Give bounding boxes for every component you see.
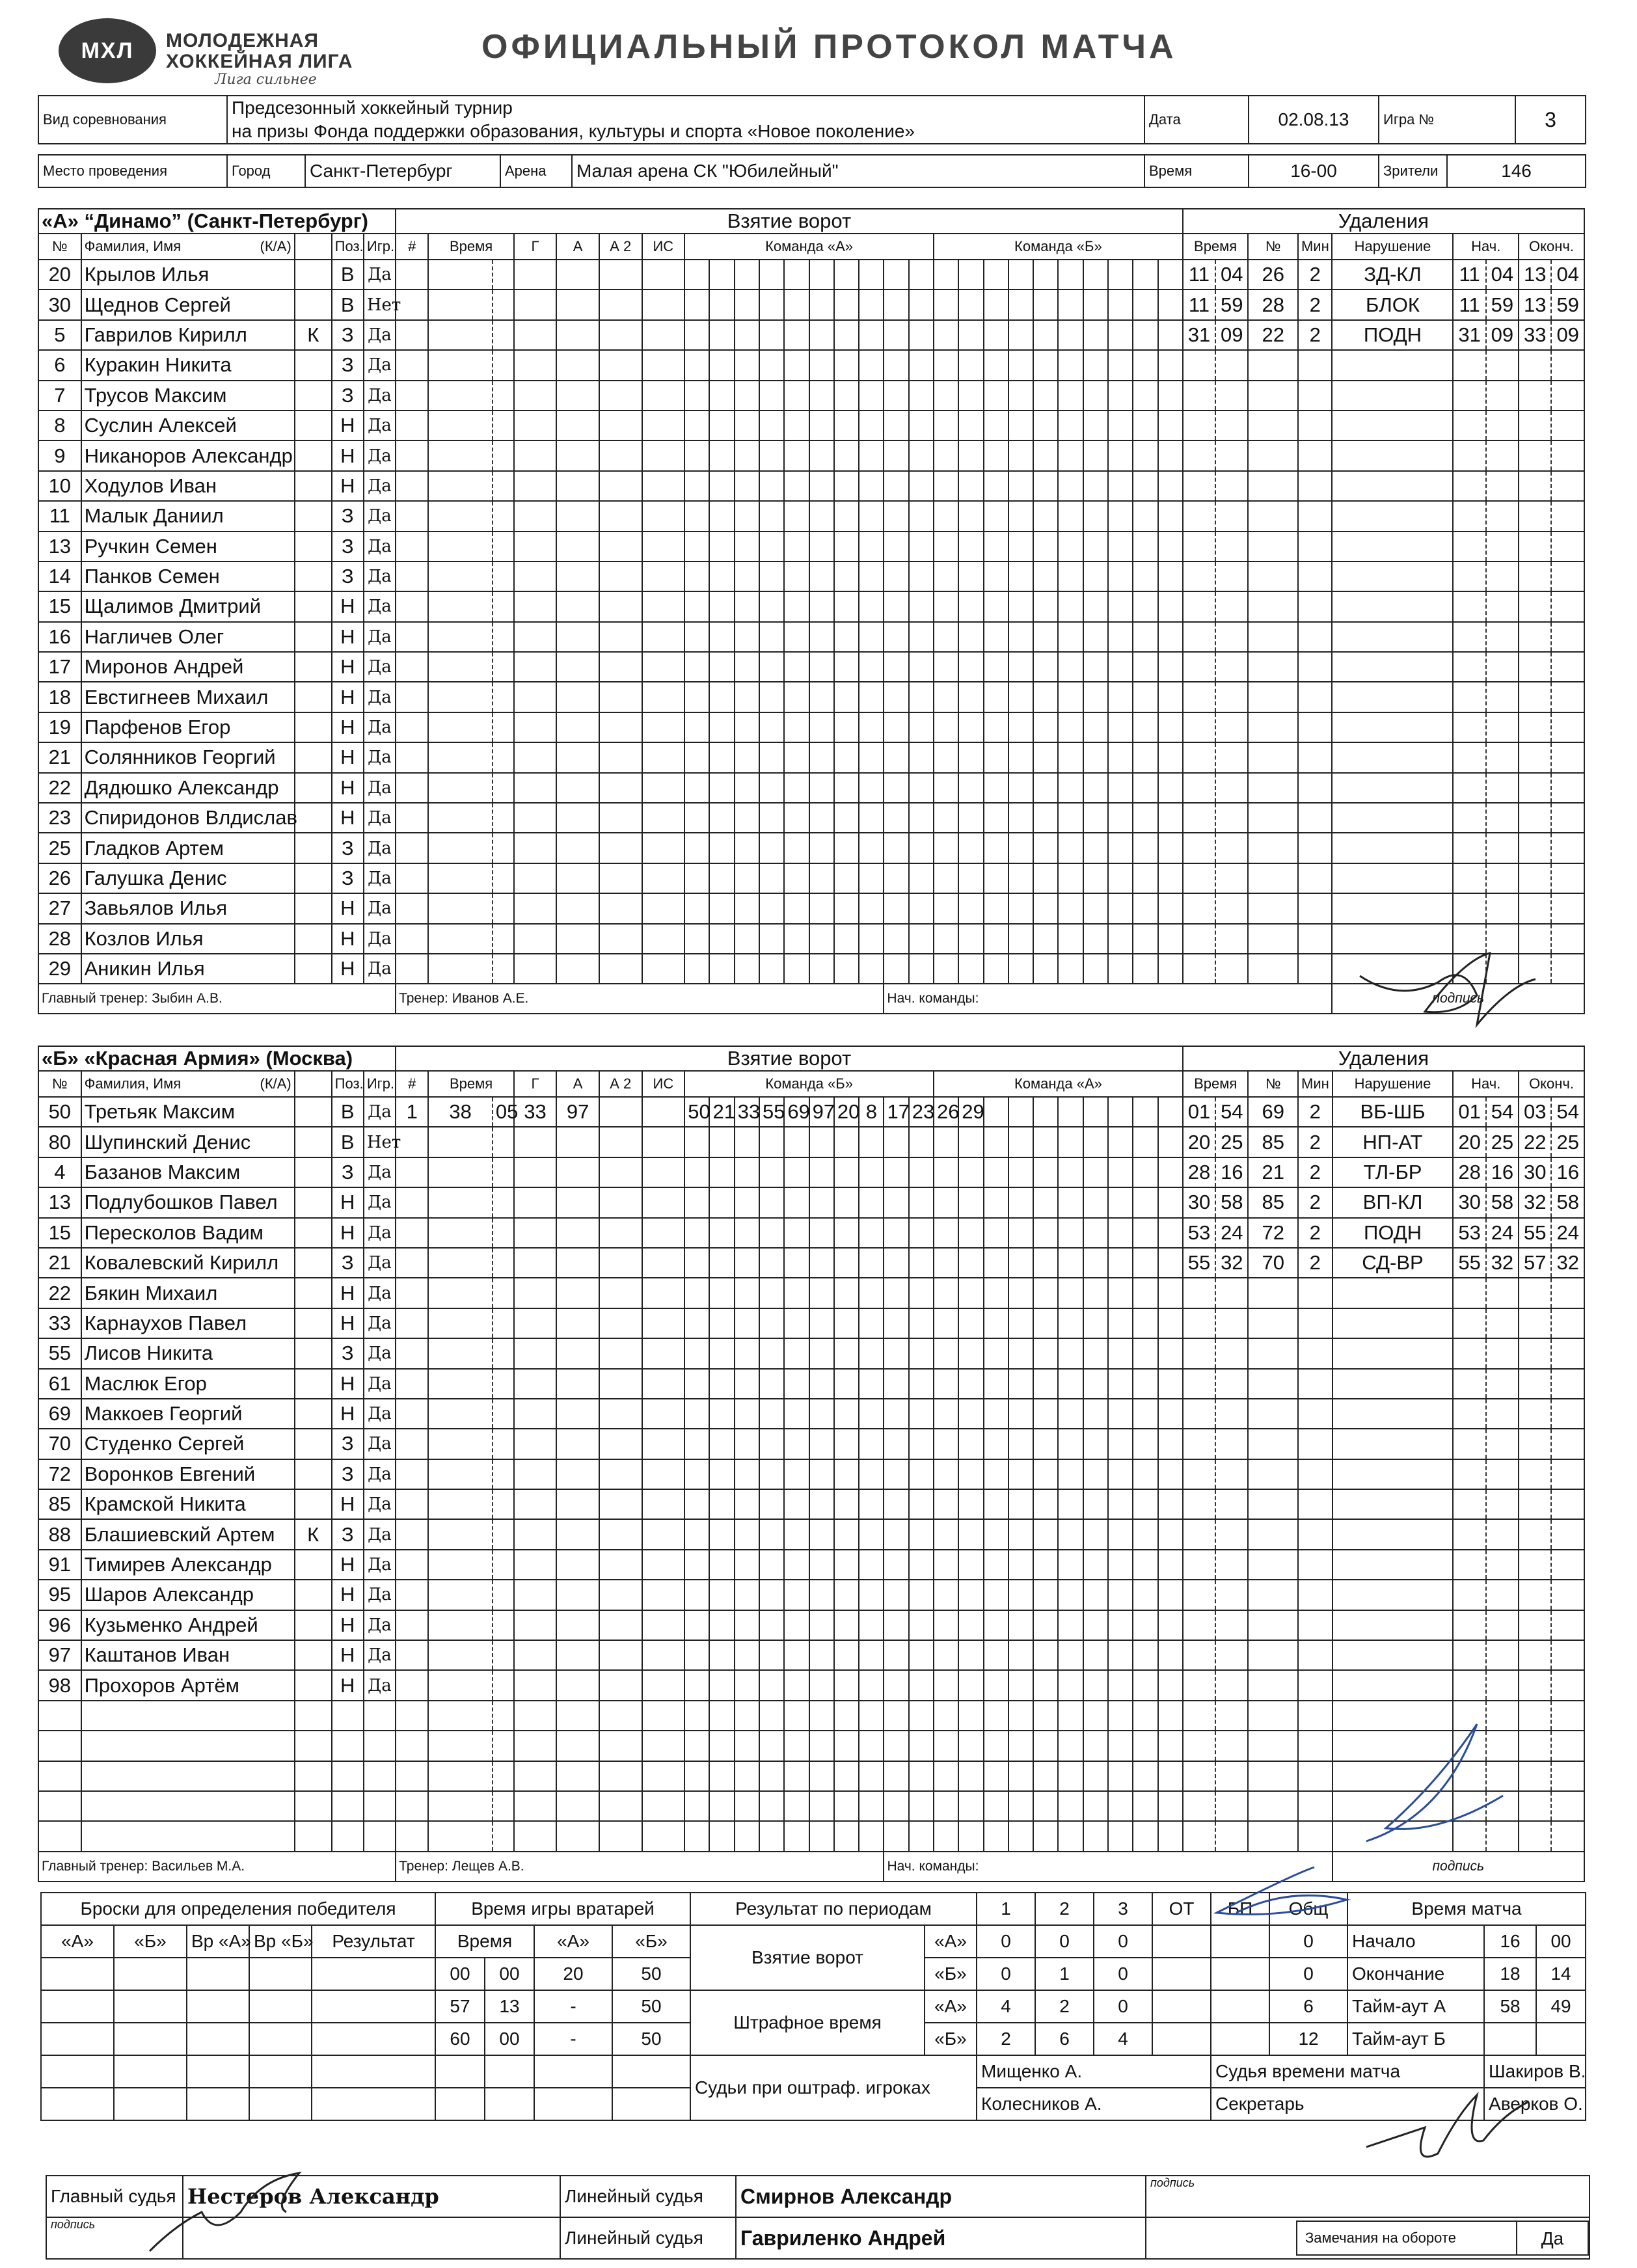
timeout-a-sec: 49 — [1536, 1990, 1586, 2023]
col-assist-1: А — [556, 234, 599, 260]
timeout-a-min: 58 — [1484, 1990, 1536, 2023]
col-goal-time: Время — [428, 234, 513, 260]
period-result-title: Результат по периодам — [690, 1893, 977, 1925]
competition-value: Предсезонный хоккейный турнир на призы Фонда поддержки образования, культуры и спорта «Новое поколение» — [227, 96, 1144, 144]
game-value: 3 — [1515, 96, 1586, 144]
goalie-b: 50 — [612, 1958, 690, 1990]
player-row: 27 Завьялов Илья Н Да — [38, 893, 1584, 923]
col-goal-time: Время — [428, 1071, 513, 1097]
timeout-a-label: Тайм-аут А — [1347, 1990, 1484, 2023]
goalie-col-b: «Б» — [612, 1925, 690, 1958]
player-row: 11 Малык Даниил З Да — [38, 501, 1584, 531]
coach: Тренер: Лещев А.В. — [396, 1852, 884, 1882]
end-hour: 18 — [1484, 1958, 1536, 1990]
remarks-label: Замечания на обороте — [1305, 2230, 1456, 2246]
arena-value: Малая арена СК "Юбилейный" — [572, 155, 1144, 187]
player-row: 13 Подлубошков Павел Н Да 30 58 85 2 ВП-КЛ 30 58 32 58 — [38, 1187, 1584, 1217]
col-penalty-time: Время — [1183, 234, 1249, 260]
col-situation: ИС — [642, 234, 685, 260]
col-goal-number: # — [396, 1071, 428, 1097]
start-hour: 16 — [1484, 1925, 1536, 1958]
goalie-time-sec: 00 — [485, 1958, 534, 1990]
start-label: Начало — [1347, 1925, 1484, 1958]
penalties-section-header: Удаления — [1183, 1046, 1584, 1071]
goals-section-header: Взятие ворот — [396, 209, 1183, 234]
head-coach: Главный тренер: Зыбин А.В. — [38, 984, 396, 1014]
col-penalty-end: Оконч. — [1519, 1071, 1584, 1097]
col-position: Поз. — [332, 1071, 364, 1097]
player-row: 69 Маккоев Георгий Н Да — [38, 1399, 1584, 1429]
player-row: 30 Щеднов Сергей В Нет 11 59 28 2 БЛОК 11 59 13 59 — [38, 290, 1584, 319]
goalie-time-sec: 00 — [485, 2023, 534, 2055]
league-name-2: ХОККЕЙНАЯ ЛИГА — [166, 51, 353, 72]
player-row: 23 Спиридонов Влдислав Н Да — [38, 803, 1584, 833]
row-team-b: «Б» — [925, 1958, 977, 1990]
signature-label: подпись — [1333, 1852, 1584, 1882]
spectators-label: Зрители — [1379, 155, 1447, 187]
goalie-a: 20 — [534, 1958, 612, 1990]
date-label: Дата — [1144, 96, 1249, 144]
team-chief: Нач. команды: — [884, 984, 1332, 1014]
player-row: 16 Нагличев Олег Н Да — [38, 622, 1584, 652]
time-label: Время — [1144, 155, 1249, 187]
goalie-b: 50 — [612, 1990, 690, 2023]
player-row: 8 Суслин Алексей Н Да — [38, 411, 1584, 440]
player-row: 18 Евстигнеев Михаил Н Да — [38, 682, 1584, 712]
player-row: 29 Аникин Илья Н Да — [38, 954, 1584, 984]
player-row: 21 Ковалевский Кирилл З Да 55 32 70 2 СД-ВР 55 32 57 32 — [38, 1248, 1584, 1278]
shootout-header: БП — [1211, 1893, 1269, 1925]
penalties-section-header: Удаления — [1183, 209, 1584, 234]
goalie-a: - — [534, 2023, 612, 2055]
shootout-col-gk-a: Вр «А» — [187, 1925, 249, 1958]
period-2-header: 2 — [1035, 1893, 1094, 1925]
goals-a-p3: 0 — [1094, 1925, 1152, 1958]
signature-label: подпись — [1146, 2176, 1590, 2217]
player-row: 4 Базанов Максим З Да 28 16 21 2 ТЛ-БР 28 16 30 16 — [38, 1157, 1584, 1187]
start-minute: 00 — [1536, 1925, 1586, 1958]
team-chief: Нач. команды: — [884, 1852, 1332, 1882]
goalie-time-min: 00 — [435, 1958, 485, 1990]
player-row: 22 Дядюшко Александр Н Да — [38, 773, 1584, 803]
signature-label: подпись — [46, 2217, 183, 2259]
goals-a-p2: 0 — [1035, 1925, 1094, 1958]
goals-b-p3: 0 — [1094, 1958, 1152, 1990]
signature-label: подпись — [1332, 984, 1584, 1014]
player-row: 55 Лисов Никита З Да — [38, 1338, 1584, 1368]
document-title: ОФИЦИАЛЬНЫЙ ПРОТОКОЛ МАТЧА — [481, 28, 1177, 66]
player-row: 6 Куракин Никита З Да — [38, 350, 1584, 380]
player-row: 15 Щалимов Дмитрий Н Да — [38, 591, 1584, 621]
player-row: 28 Козлов Илья Н Да — [38, 924, 1584, 954]
player-row: 10 Ходулов Иван Н Да — [38, 471, 1584, 501]
col-scorer: Г — [514, 1071, 557, 1097]
timekeeper-label: Судья времени матча — [1211, 2055, 1484, 2088]
player-row: 22 Бякин Михаил Н Да — [38, 1278, 1584, 1308]
player-row: 14 Панков Семен З Да — [38, 561, 1584, 591]
col-infraction: Нарушение — [1332, 234, 1453, 260]
goalie-time-min: 60 — [435, 2023, 485, 2055]
col-penalty-start: Нач. — [1453, 234, 1519, 260]
period-3-header: 3 — [1094, 1893, 1152, 1925]
league-slogan: Лига сильнее — [215, 72, 317, 88]
row-team-b: «Б» — [925, 2023, 977, 2055]
player-row: 26 Галушка Денис З Да — [38, 863, 1584, 893]
date-value: 02.08.13 — [1249, 96, 1379, 144]
match-time-title: Время матча — [1347, 1893, 1586, 1925]
player-row: 70 Студенко Сергей З Да — [38, 1429, 1584, 1459]
time-value: 16-00 — [1249, 155, 1379, 187]
timekeeper-name: Шакиров В. — [1484, 2055, 1586, 2088]
col-name: Фамилия, Имя (К/А) — [81, 234, 295, 260]
timeout-b-label: Тайм-аут Б — [1347, 2023, 1484, 2055]
penalty-row-label: Штрафное время — [690, 1990, 925, 2055]
col-penalty-number: № — [1248, 1071, 1298, 1097]
col-penalty-time: Время — [1183, 1071, 1249, 1097]
coach: Тренер: Иванов А.Е. — [396, 984, 884, 1014]
goals-b-p1: 0 — [977, 1958, 1035, 1990]
player-row: 15 Пересколов Вадим Н Да 53 24 72 2 ПОДН 53 24 55 24 — [38, 1218, 1584, 1248]
col-penalty-minutes: Мин — [1298, 1071, 1333, 1097]
shootout-col-a: «А» — [41, 1925, 114, 1958]
total-header: Общ — [1269, 1893, 1347, 1925]
pim-b-total: 12 — [1269, 2023, 1347, 2055]
player-row: 9 Никаноров Александр Н Да — [38, 440, 1584, 470]
col-team-on-ice-1: Команда «А» — [684, 234, 934, 260]
goals-row-label: Взятие ворот — [690, 1925, 925, 1990]
shootout-col-b: «Б» — [114, 1925, 187, 1958]
end-minute: 14 — [1536, 1958, 1586, 1990]
goalie-time-title: Время игры вратарей — [435, 1893, 690, 1925]
shootout-col-result: Результат — [312, 1925, 435, 1958]
shootout-title: Броски для определения победителя — [41, 1893, 435, 1925]
col-penalty-end: Оконч. — [1519, 234, 1584, 260]
team-title: «Б» «Красная Армия» (Москва) — [38, 1046, 396, 1071]
player-row: 96 Кузьменко Андрей Н Да — [38, 1610, 1584, 1640]
secretary-label: Секретарь — [1211, 2088, 1484, 2120]
goalie-time-min: 57 — [435, 1990, 485, 2023]
city-label: Город — [227, 155, 305, 187]
league-name-1: МОЛОДЕЖНАЯ — [166, 30, 319, 51]
shootout-col-gk-b: Вр «Б» — [249, 1925, 312, 1958]
col-team-on-ice-2: Команда «Б» — [934, 234, 1183, 260]
competition-label: Вид соревнования — [38, 96, 227, 144]
player-row: 95 Шаров Александр Н Да — [38, 1580, 1584, 1610]
player-row: 17 Миронов Андрей Н Да — [38, 652, 1584, 682]
penalty-judge-2: Колесников А. — [977, 2088, 1211, 2120]
player-row: 20 Крылов Илья В Да 11 04 26 2 ЗД-КЛ 11 04 13 04 — [38, 260, 1584, 290]
pim-a-p2: 2 — [1035, 1990, 1094, 2023]
game-label: Игра № — [1379, 96, 1515, 144]
linesman-2-name: Гавриленко Андрей — [736, 2217, 1146, 2259]
goalie-a: - — [534, 1990, 612, 2023]
penalty-judge-1: Мищенко А. — [977, 2055, 1211, 2088]
player-row: 72 Воронков Евгений З Да — [38, 1459, 1584, 1489]
row-team-a: «А» — [925, 1990, 977, 2023]
goalie-time-sec: 13 — [485, 1990, 534, 2023]
player-row: 85 Крамской Никита Н Да — [38, 1489, 1584, 1519]
player-row: 25 Гладков Артем З Да — [38, 833, 1584, 863]
col-team-on-ice-2: Команда «А» — [934, 1071, 1183, 1097]
pim-b-p2: 6 — [1035, 2023, 1094, 2055]
player-row: 97 Каштанов Иван Н Да — [38, 1640, 1584, 1670]
col-played: Игр. — [364, 234, 396, 260]
head-coach: Главный тренер: Васильев М.А. — [38, 1852, 396, 1882]
col-name: Фамилия, Имя (К/А) — [81, 1071, 295, 1097]
pim-a-p3: 0 — [1094, 1990, 1152, 2023]
col-assist-2: А 2 — [599, 1071, 642, 1097]
player-row: 98 Прохоров Артём Н Да — [38, 1670, 1584, 1700]
col-goal-number: # — [396, 234, 428, 260]
col-penalty-number: № — [1248, 234, 1298, 260]
goals-b-total: 0 — [1269, 1958, 1347, 1990]
player-row: 5 Гаврилов Кирилл К З Да 31 09 22 2 ПОДН 31 09 33 09 — [38, 320, 1584, 350]
player-row: 50 Третьяк Максим В Да 1 38 05 33 97 50 21 33 55 69 97 20 8 17 23 26 29 01 54 69 2 ВБ-ШБ 01 54 03 54 — [38, 1097, 1584, 1127]
col-number: № — [38, 234, 81, 260]
linesman-1-name: Смирнов Александр — [736, 2176, 1146, 2217]
player-row: 91 Тимирев Александр Н Да — [38, 1550, 1584, 1580]
col-position: Поз. — [332, 234, 364, 260]
linesman-2-label: Линейный судья — [560, 2217, 736, 2259]
player-row: 21 Солянников Георгий Н Да — [38, 742, 1584, 772]
remarks-value: Да — [1516, 2222, 1588, 2254]
pim-a-total: 6 — [1269, 1990, 1347, 2023]
goals-b-p2: 1 — [1035, 1958, 1094, 1990]
player-row: 88 Блашиевский Артем К З Да — [38, 1519, 1584, 1549]
end-label: Окончание — [1347, 1958, 1484, 1990]
col-number: № — [38, 1071, 81, 1097]
mhl-emblem-icon: МХЛ — [59, 18, 156, 83]
goals-a-total: 0 — [1269, 1925, 1347, 1958]
goalie-col-a: «А» — [534, 1925, 612, 1958]
secretary-name: Аверков О. — [1484, 2088, 1586, 2120]
period-1-header: 1 — [977, 1893, 1035, 1925]
col-assist-2: А 2 — [599, 234, 642, 260]
player-row: 19 Парфенов Егор Н Да — [38, 712, 1584, 742]
linesman-1-label: Линейный судья — [560, 2176, 736, 2217]
city-value: Санкт-Петербург — [305, 155, 500, 187]
main-referee-label: Главный судья — [46, 2176, 183, 2217]
spectators-value: 146 — [1447, 155, 1586, 187]
col-penalty-start: Нач. — [1453, 1071, 1519, 1097]
goalie-b: 50 — [612, 2023, 690, 2055]
col-scorer: Г — [514, 234, 557, 260]
goals-a-p1: 0 — [977, 1925, 1035, 1958]
row-team-a: «А» — [925, 1925, 977, 1958]
goals-section-header: Взятие ворот — [396, 1046, 1183, 1071]
arena-label: Арена — [500, 155, 572, 187]
team-title: «А» “Динамо” (Санкт-Петербург) — [38, 209, 396, 234]
col-team-on-ice-1: Команда «Б» — [684, 1071, 934, 1097]
col-infraction: Нарушение — [1333, 1071, 1454, 1097]
pim-a-p1: 4 — [977, 1990, 1035, 2023]
penalty-judges-label: Судьи при оштраф. игроках — [690, 2055, 977, 2120]
goalie-col-time: Время — [435, 1925, 534, 1958]
overtime-header: ОТ — [1152, 1893, 1211, 1925]
player-row: 13 Ручкин Семен З Да — [38, 532, 1584, 561]
col-assist-1: А — [556, 1071, 599, 1097]
player-row: 61 Маслюк Егор Н Да — [38, 1369, 1584, 1399]
venue-label: Место проведения — [38, 155, 227, 187]
main-referee-name: Нестеров Александр — [183, 2176, 560, 2217]
player-row: 80 Шупинский Денис В Нет 20 25 85 2 НП-АТ 20 25 22 25 — [38, 1127, 1584, 1157]
player-row: 7 Трусов Максим З Да — [38, 381, 1584, 411]
player-row: 33 Карнаухов Павел Н Да — [38, 1308, 1584, 1338]
col-played: Игр. — [364, 1071, 396, 1097]
pim-b-p1: 2 — [977, 2023, 1035, 2055]
pim-b-p3: 4 — [1094, 2023, 1152, 2055]
col-situation: ИС — [642, 1071, 685, 1097]
col-penalty-minutes: Мин — [1298, 234, 1333, 260]
